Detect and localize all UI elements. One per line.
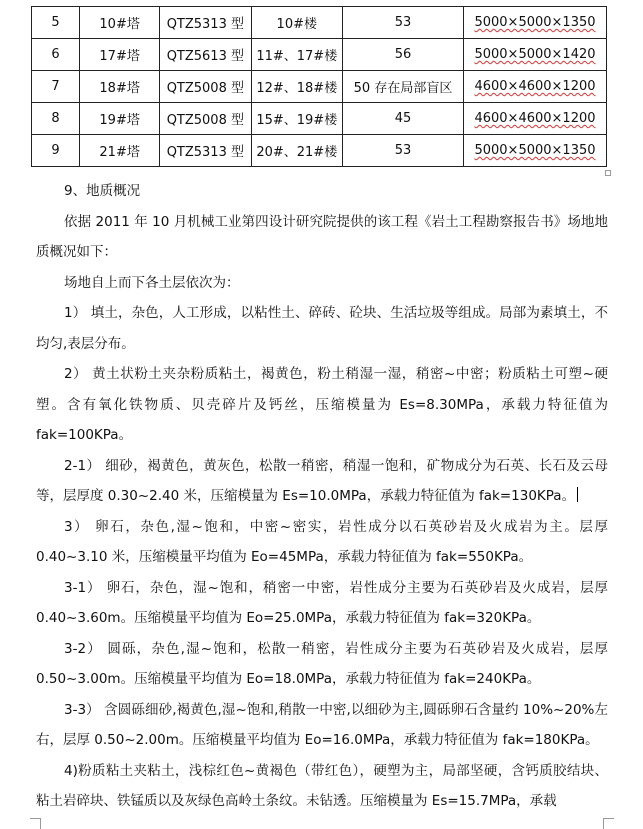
table-row — [32, 39, 607, 71]
paragraph: 场地自上而下各土层依次为： — [64, 274, 240, 291]
table-cell-tower — [80, 7, 160, 39]
table-cell-base — [463, 71, 606, 103]
cell-text: 10#楼 — [276, 17, 317, 32]
cell-text: QTZ5008 型 — [166, 113, 244, 128]
table-cell-building — [251, 103, 343, 135]
cell-text: 4600×4600×1200 — [474, 111, 596, 126]
table-row — [32, 135, 607, 167]
cell-text: 12#、18#楼 — [256, 81, 338, 96]
table-row — [32, 71, 607, 103]
crop-mark-bottom-left — [30, 818, 41, 829]
cell-text: QTZ5613 型 — [166, 49, 244, 64]
cell-text: 8 — [51, 111, 60, 126]
table-cell-no — [32, 71, 80, 103]
cell-text: 53 — [394, 15, 412, 30]
table-cell-model — [160, 39, 251, 71]
table-cell-model — [160, 103, 251, 135]
cell-text: QTZ5313 型 — [166, 17, 244, 32]
cell-text: 5000×5000×1350 — [474, 15, 596, 30]
table-cell-tower — [80, 39, 160, 71]
table-cell-base — [463, 39, 606, 71]
cell-text: 9 — [51, 143, 60, 158]
cell-text: 45 — [394, 111, 412, 126]
cell-text: 4600×4600×1200 — [474, 79, 596, 94]
cell-text: 19#塔 — [99, 113, 140, 128]
cell-text: 18#塔 — [99, 81, 140, 96]
cell-text: 20#、21#楼 — [256, 145, 338, 160]
table-cell-height — [343, 39, 464, 71]
table-cell-base — [463, 135, 606, 167]
cell-text: 50 存在局部盲区 — [353, 81, 453, 96]
table-cell-model — [160, 135, 251, 167]
crop-mark-bottom-right — [603, 818, 614, 829]
paragraph: 3-2） 圆砾，杂色,湿~饱和，松散一稍密，岩性成分主要为石英砂岩及火成岩，层厚 0.50~3.00m。压缩模量平均值为 Eo=18.0MPa，承载力特征值为 fak=240KPa。 — [36, 640, 608, 687]
tower-crane-table — [31, 6, 607, 167]
table-cell-no — [32, 7, 80, 39]
paragraph-text: 2-1） 细砂，褐黄色，黄灰色，松散一稍密，稍湿一饱和，矿物成分为石英、长石及云母等，层厚度 0.30~2.40 米，压缩模量为 Es=10.0MPa，承载力特征值为 fak=130KPa。 — [36, 457, 608, 504]
paragraph: 3-1） 卵石，杂色，湿~饱和，稍密一中密，岩性成分主要为石英砂岩及火成岩，层厚 0.40~3.60m。压缩模量平均值为 Eo=25.0MPa，承载力特征值为 fak=320KPa。 — [36, 579, 608, 626]
paragraph: 4)粉质粘土夹粘土，浅棕红色~黄褐色（带红色），硬塑为主，局部坚硬，含钙质胶结块、粘土岩碎块、铁锰质以及灰绿色高岭土条纹。未钻透。压缩模量为 Es=15.7MPa，承载 — [36, 762, 608, 809]
cell-text: 21#塔 — [99, 145, 140, 160]
table-row — [32, 7, 607, 39]
table-cell-tower — [80, 135, 160, 167]
cell-text: 56 — [394, 47, 412, 62]
table-cell-height — [343, 71, 464, 103]
paragraph: 3） 卵石，杂色,湿~饱和，中密~密实，岩性成分以石英砂岩及火成岩为主。层厚 0.40~3.10 米，压缩模量平均值为 Eo=45MPa，承载力特征值为 fak=550KPa。 — [36, 518, 608, 565]
cell-text: 11#、17#楼 — [256, 49, 338, 64]
table-cell-no — [32, 135, 80, 167]
table-cell-height — [343, 135, 464, 167]
paragraph: 1） 填土，杂色，人工形成，以粘性土、碎砖、砼块、生活垃圾等组成。局部为素填土，不均匀,表层分布。 — [36, 305, 608, 352]
paragraph: 2） 黄土状粉土夹杂粉质粘土，褐黄色，粉土稍湿一湿，稍密~中密；粉质粘土可塑~硬塑。含有氧化铁物质、贝壳碎片及钙丝，压缩模量为 Es=8.30MPa，承载力特征值为 fak=100KPa。 — [36, 366, 608, 443]
table-cell-building — [251, 71, 343, 103]
cell-text: 6 — [51, 47, 60, 62]
table-cell-no — [32, 39, 80, 71]
table-cell-model — [160, 71, 251, 103]
table-cell-height — [343, 103, 464, 135]
cell-text: 17#塔 — [99, 49, 140, 64]
cell-text: 10#塔 — [99, 17, 140, 32]
cell-text: 7 — [51, 79, 60, 94]
paragraph: 依据 2011 年 10 月机械工业第四设计研究院提供的该工程《岩土工程勘察报告书》场地地质概况如下： — [36, 213, 608, 260]
table-cell-no — [32, 103, 80, 135]
cell-text: QTZ5313 型 — [166, 145, 244, 160]
cell-text: 5000×5000×1350 — [474, 143, 596, 158]
paragraph: 3-3） 含圆砾细砂,褐黄色,湿~饱和,稍散一中密,以细砂为主,圆砾卵石含量约 10%~20%左右，层厚 0.50~2.00m。压缩模量平均值为 Eo=16.0MPa，承载力特征值为 fak=180KPa。 — [36, 701, 608, 748]
table-cell-building — [251, 39, 343, 71]
table-cell-model — [160, 7, 251, 39]
table-row — [32, 103, 607, 135]
cell-text: 53 — [394, 143, 412, 158]
section-heading: 9、地质概况 — [64, 183, 141, 199]
table-cell-building — [251, 135, 343, 167]
cell-text: 5000×5000×1420 — [474, 47, 596, 62]
paragraph — [36, 451, 608, 512]
table-cell-height — [343, 7, 464, 39]
cell-text: 15#、19#楼 — [256, 113, 338, 128]
cell-text: QTZ5008 型 — [166, 81, 244, 96]
cell-text: 5 — [51, 15, 60, 30]
table-cell-base — [463, 103, 606, 135]
document-body — [36, 176, 608, 817]
text-cursor — [577, 487, 578, 502]
table-cell-base — [463, 7, 606, 39]
table-cell-tower — [80, 103, 160, 135]
table-cell-building — [251, 7, 343, 39]
table-cell-tower — [80, 71, 160, 103]
